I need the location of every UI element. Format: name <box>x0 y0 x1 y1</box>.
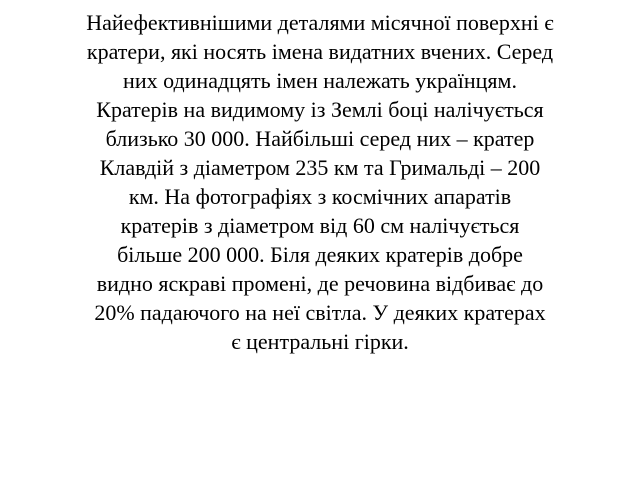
paragraph-line-9: більше 200 000. Біля деяких кратерів добре <box>117 242 523 267</box>
paragraph-line-8: кратерів з діаметром від 60 см налічується <box>120 213 520 238</box>
paragraph-line-7: км. На фотографіях з космічних апаратів <box>128 184 512 209</box>
paragraph-line-5: близько 30 000. Найбільші серед них – кратер <box>105 126 535 151</box>
paragraph-line-2: кратери, які носять імена видатних вчених. Серед <box>86 39 554 64</box>
paragraph-line-11: 20% падаючого на неї світла. У деяких кратерах <box>94 300 546 325</box>
paragraph-line-12: є центральні гірки. <box>231 329 409 354</box>
paragraph-line-1: Найефективнішими деталями місячної поверхні є <box>86 10 554 35</box>
paragraph-line-6: Клавдій з діаметром 235 км та Гримальді – 200 <box>99 155 541 180</box>
lunar-craters-paragraph <box>8 8 632 356</box>
paragraph-line-3: них одинадцять імен належать українцям. <box>123 68 517 93</box>
paragraph-line-4: Кратерів на видимому із Землі боці налічується <box>96 97 544 122</box>
paragraph-line-10: видно яскраві промені, де речовина відбиває до <box>96 271 544 296</box>
